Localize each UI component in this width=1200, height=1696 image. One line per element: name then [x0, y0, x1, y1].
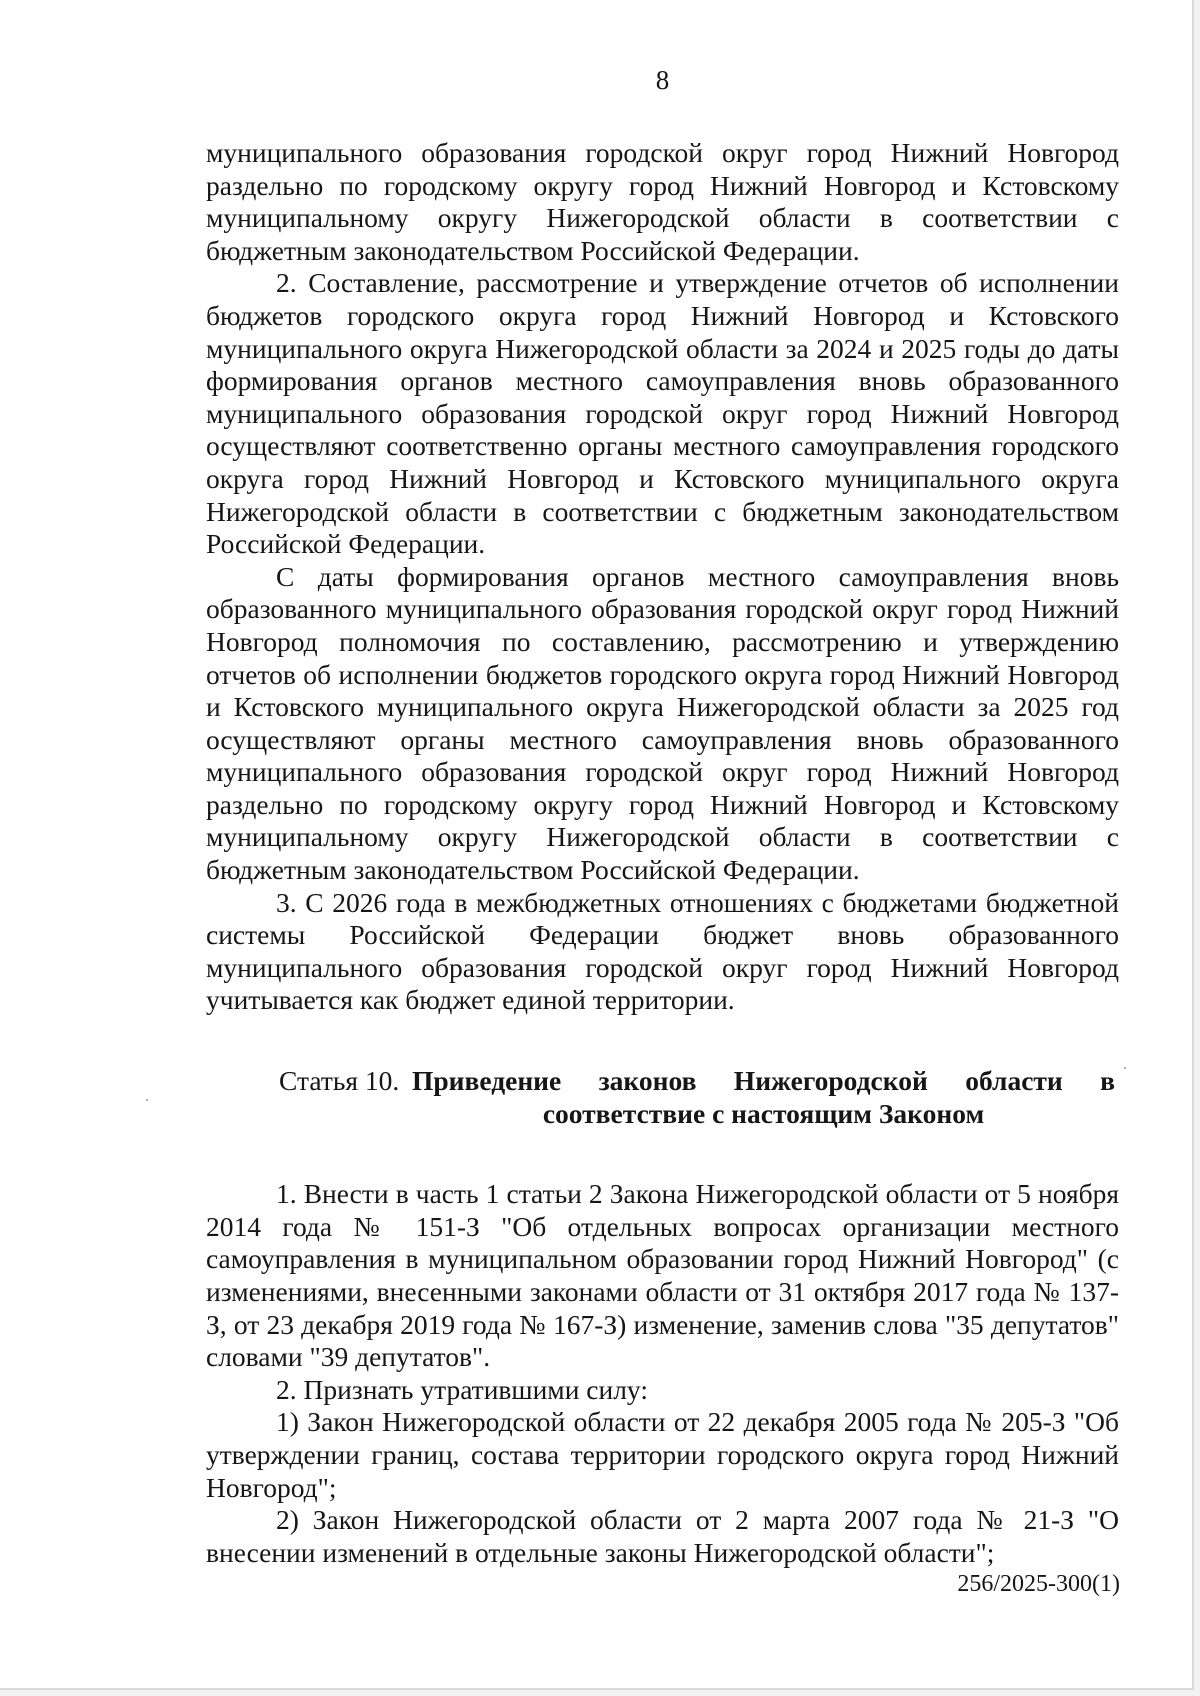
paragraph-repeal-heading: 2. Признать утратившими силу: [276, 1373, 648, 1405]
article-label: Статья 10. [279, 1065, 400, 1097]
paragraph-repeal-item-1: 1) Закон Нижегородской области от 22 декабря 2005 года № 205-З "Об утверждении границ, состава территории городского округа город Нижний Новгород"; [206, 1406, 1119, 1503]
document-body [206, 137, 1119, 1569]
paragraph-item-2: 2. Составление, рассмотрение и утверждение отчетов об исполнении бюджетов городского округа город Нижний Новгород и Кстовского муниципального округа Нижегородской области за 2024 и 2025 годы до даты формирования органов местного самоуправления вновь образованного муниципального образования городской округ город Нижний Новгород осуществляют соответственно органы местного самоуправления городского округа город Нижний Новгород и Кстовского муниципального округа Нижегородской области в соответствии с бюджетным законодательством Российской Федерации. [206, 267, 1119, 560]
paragraph-amendment-1: 1. Внести в часть 1 статьи 2 Закона Нижегородской области от 5 ноября 2014 года № 151-З "Об отдельных вопросах организации местного самоуправления в муниципальном образовании город Нижний Новгород" (с изменениями, внесенными законами области от 31 октября 2017 года № 137-З, от 23 декабря 2019 года № 167-З) изменение, заменив слова "35 депутатов" словами "39 депутатов". [206, 1178, 1119, 1373]
document-code: 256/2025-300(1) [957, 1571, 1120, 1597]
scan-speck [146, 1099, 148, 1101]
paragraph-item-3: 3. С 2026 года в межбюджетных отношениях с бюджетами бюджетной системы Российской Федерации бюджет вновь образованного муниципального образования городской округ город Нижний Новгород учитывается как бюджет единой территории. [206, 886, 1119, 1016]
article-title: Приведение законов Нижегородской области в соответствие с настоящим Законом [412, 1065, 1115, 1129]
scan-speck [1124, 1067, 1126, 1069]
paragraph-repeal-item-2: 2) Закон Нижегородской области от 2 марта 2007 года № 21-З "О внесении изменений в отдельные законы Нижегородской области"; [206, 1504, 1119, 1568]
article-heading [206, 1065, 1119, 1130]
paragraph-continuation: муниципального образования городской округ город Нижний Новгород раздельно по городскому округу город Нижний Новгород и Кстовскому муниципальному округу Нижегородской области в соответствии с бюджетным законодательством Российской Федерации. [206, 137, 1119, 266]
page-number: 8 [655, 65, 670, 95]
paragraph-reporting-powers: С даты формирования органов местного самоуправления вновь образованного муниципального образования городской округ город Нижний Новгород полномочия по составлению, рассмотрению и утверждению отчетов об исполнении бюджетов городского округа город Нижний Новгород и Кстовского муниципального округа Нижегородской области за 2025 год осуществляют органы местного самоуправления вновь образованного муниципального образования городской округ город Нижний Новгород раздельно по городскому округу город Нижний Новгород и Кстовскому муниципальному округу Нижегородской области в соответствии с бюджетным законодательством Российской Федерации. [206, 560, 1119, 886]
